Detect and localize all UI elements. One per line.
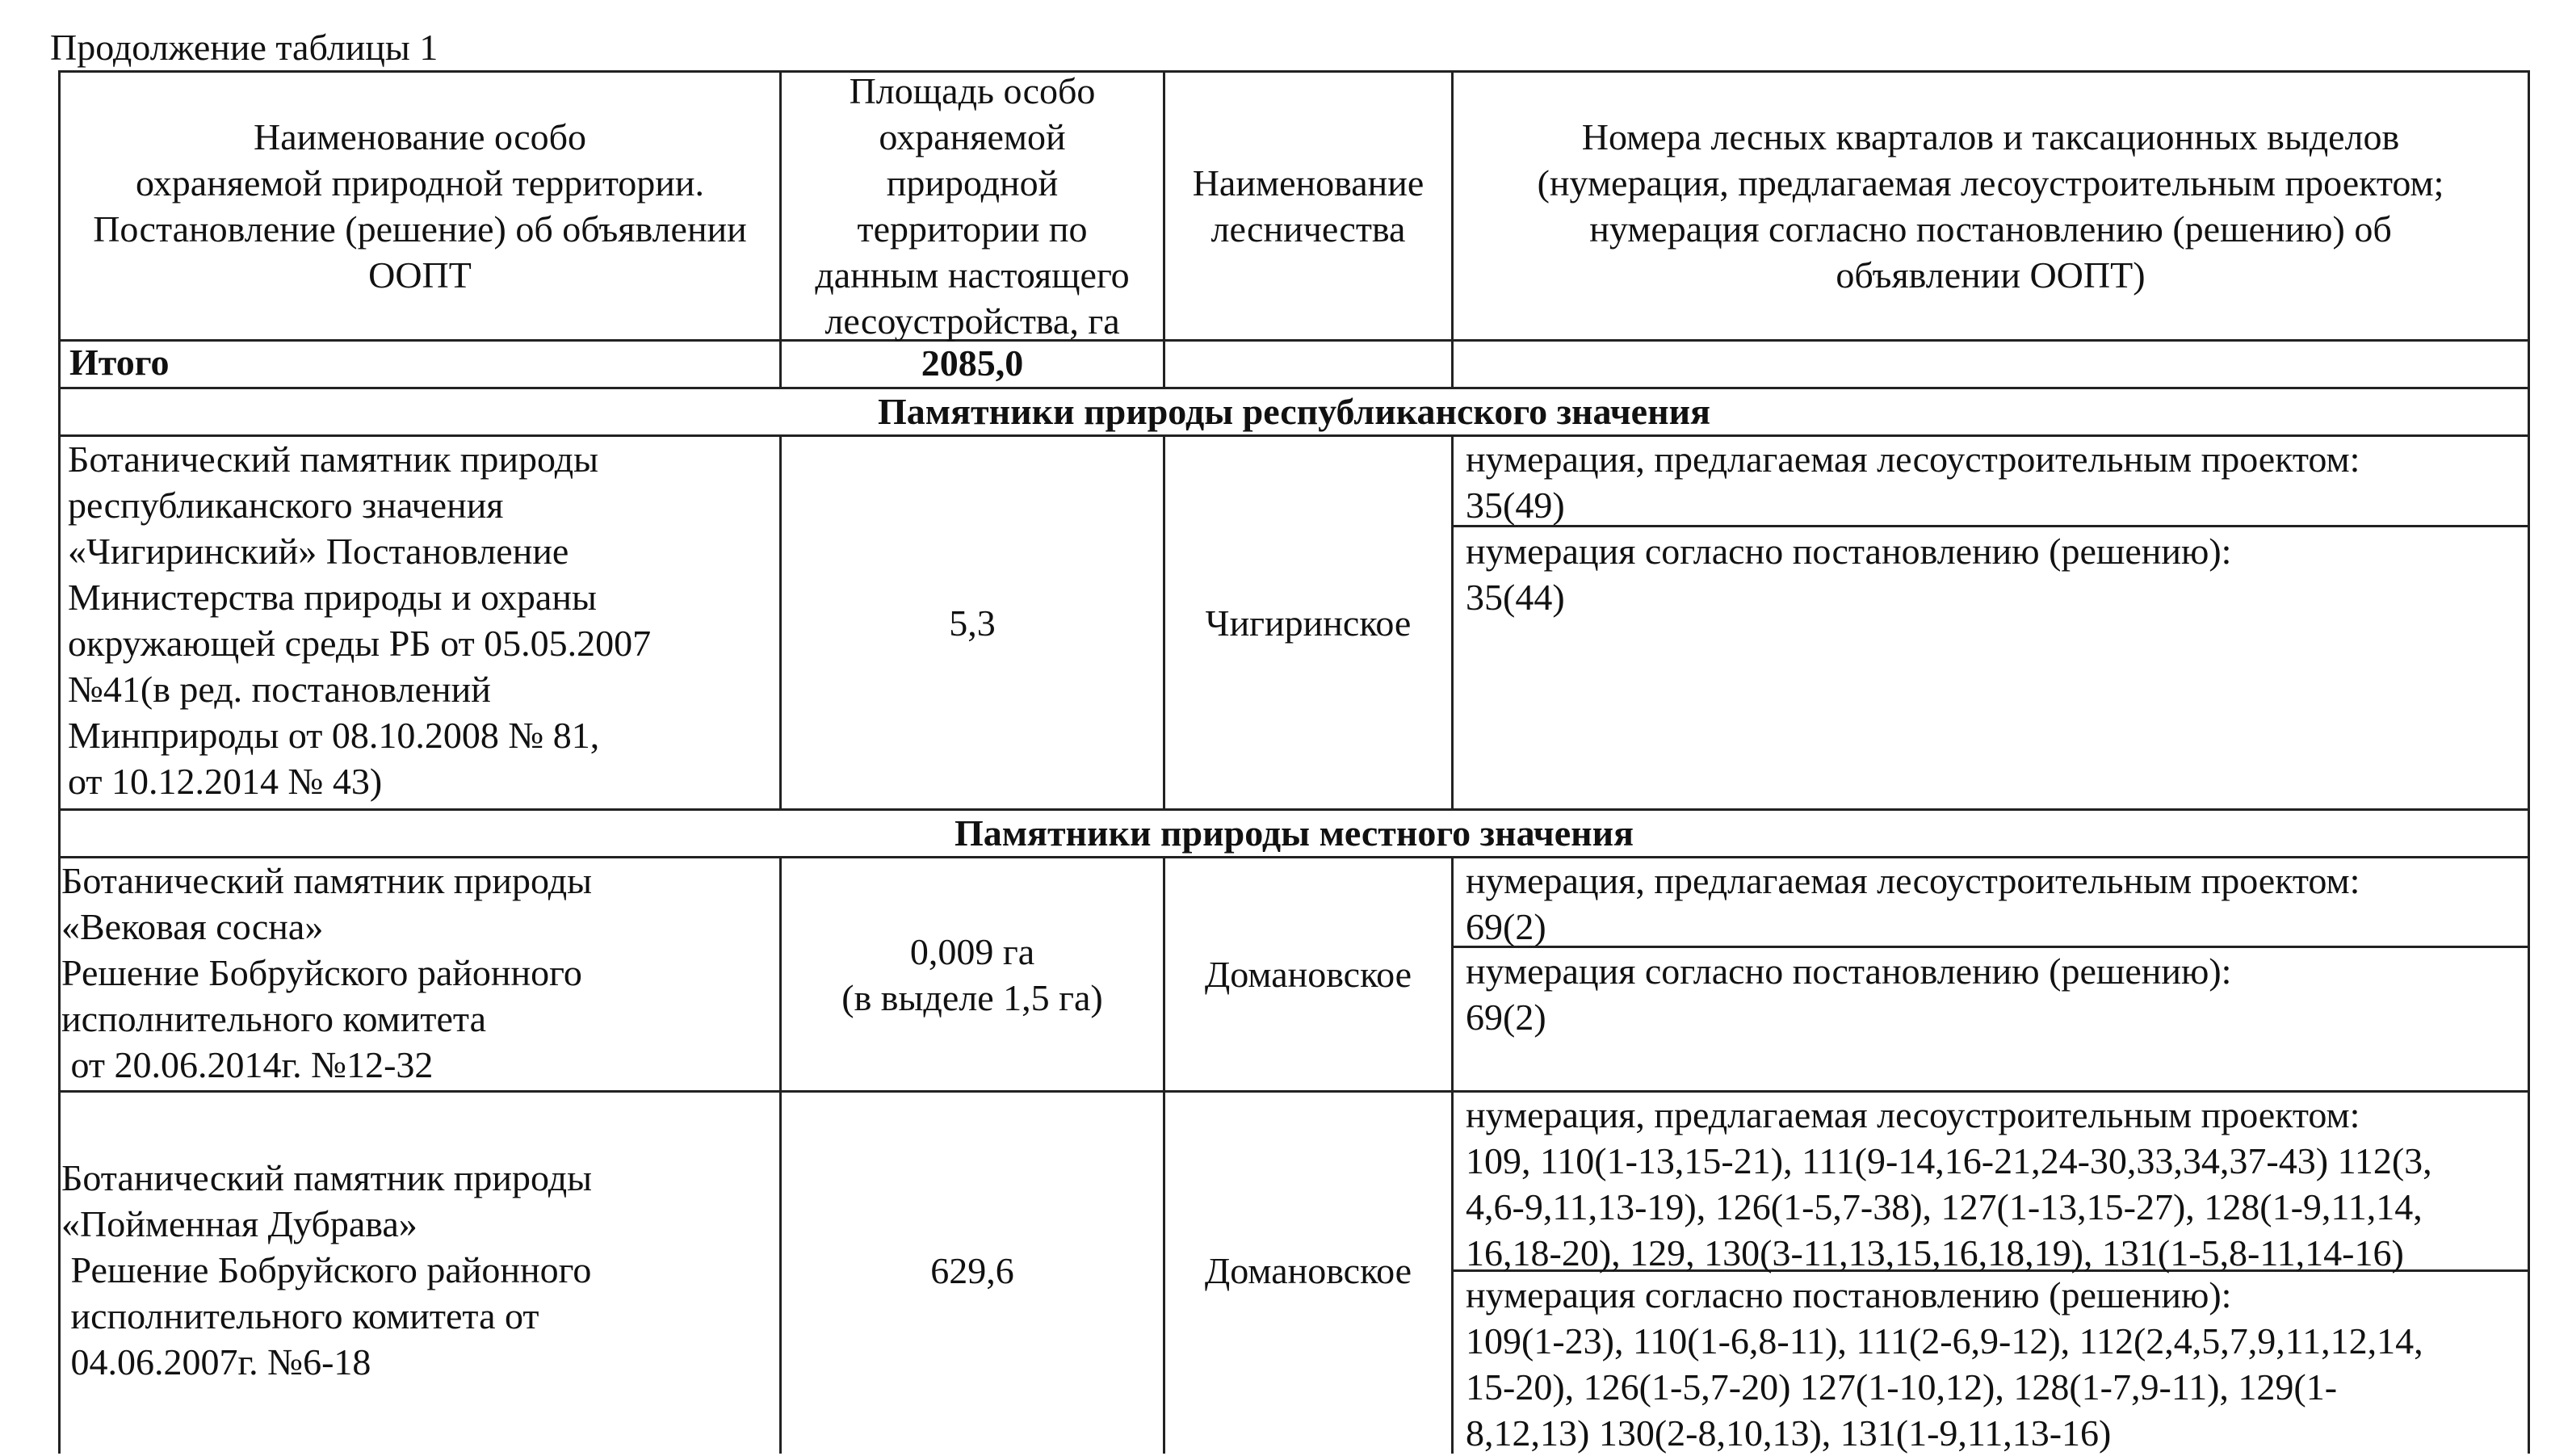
header-forestry: Наименование лесничества: [1192, 162, 1424, 250]
numbering-project: нумерация, предлагаемая лесоустроительным проектом: 69(2): [1466, 860, 2360, 947]
table-row-forestry: Чигиринское: [1205, 602, 1412, 644]
table-row-forestry: Домановское: [1204, 1249, 1412, 1291]
table-row-name: Ботанический памятник природы «Пойменная Дубрава» Решение Бобруйского районного исполнительного комитета от 04.06.2007г. №6-18: [61, 1157, 593, 1383]
grid-line: [58, 339, 2530, 342]
table-row-area: 5,3: [949, 602, 996, 644]
header-numbers: Номера лесных кварталов и таксационных выделов (нумерация, предлагаемая лесоустроительным проектом; нумерация согласно постановлению (решению) об объявлении ООПТ): [1537, 116, 2444, 296]
header-name: Наименование особо охраняемой природной территории. Постановление (решение) об объявлении ООПТ: [93, 116, 747, 296]
numbering-decision: нумерация согласно постановлению (решению): 69(2): [1466, 950, 2232, 1038]
header-area: Площадь особо охраняемой природной территории по данным настоящего лесоустройства, га: [815, 70, 1130, 342]
grid-line: [2528, 70, 2530, 1454]
section-title: Памятники природы республиканского значения: [878, 390, 1710, 432]
table-row-area: 0,009 га (в выделе 1,5 га): [841, 930, 1103, 1018]
table-row-forestry: Домановское: [1204, 954, 1412, 995]
table-row-name: Ботанический памятник природы республиканского значения «Чигиринский» Постановление Министерства природы и охраны окружающей среды РБ от 05.05.2007 №41(в ред. постановлений Минприроды от 08.10.2008 № 81, от 10.12.2014 № 43): [68, 438, 652, 802]
table-row-area: 629,6: [930, 1249, 1014, 1291]
numbering-project: нумерация, предлагаемая лесоустроительным проектом: 35(49): [1466, 438, 2360, 526]
table-row-name: Ботанический памятник природы «Вековая сосна» Решение Бобруйского районного исполнительного комитета от 20.06.2014г. №12-32: [61, 860, 593, 1085]
total-area: 2085,0: [921, 342, 1024, 384]
total-label: Итого: [69, 342, 170, 383]
section-title: Памятники природы местного значения: [954, 812, 1634, 854]
grid-line: [1451, 856, 1454, 1454]
numbering-decision: нумерация согласно постановлению (решению): 35(44): [1466, 531, 2232, 618]
numbering-decision: нумерация согласно постановлению (решению): 109(1-23), 110(1-6,8-11), 111(2-6,9-12), 112(2,4,5,7,9,11,12,14, 15-20), 126(1-5,7-20) 127(1-10,12), 128(1-7,9-11), 129(1- 8,12,13) 130(2-8,10,13), 131(1-9,11,13-16): [1466, 1274, 2423, 1454]
table-caption: Продолжение таблицы 1: [50, 27, 438, 68]
grid-line: [1451, 434, 1454, 808]
numbering-project: нумерация, предлагаемая лесоустроительным проектом: 109, 110(1-13,15-21), 111(9-14,16-21,24-30,33,34,37-43) 112(3, 4,6-9,11,13-19), 126(1-5,7-38), 127(1-13,15-27), 128(1-9,11,14, 16,18-20), 129, 130(3-11,13,15,16,18,19), 131(1-5,8-11,14-16): [1466, 1094, 2432, 1273]
